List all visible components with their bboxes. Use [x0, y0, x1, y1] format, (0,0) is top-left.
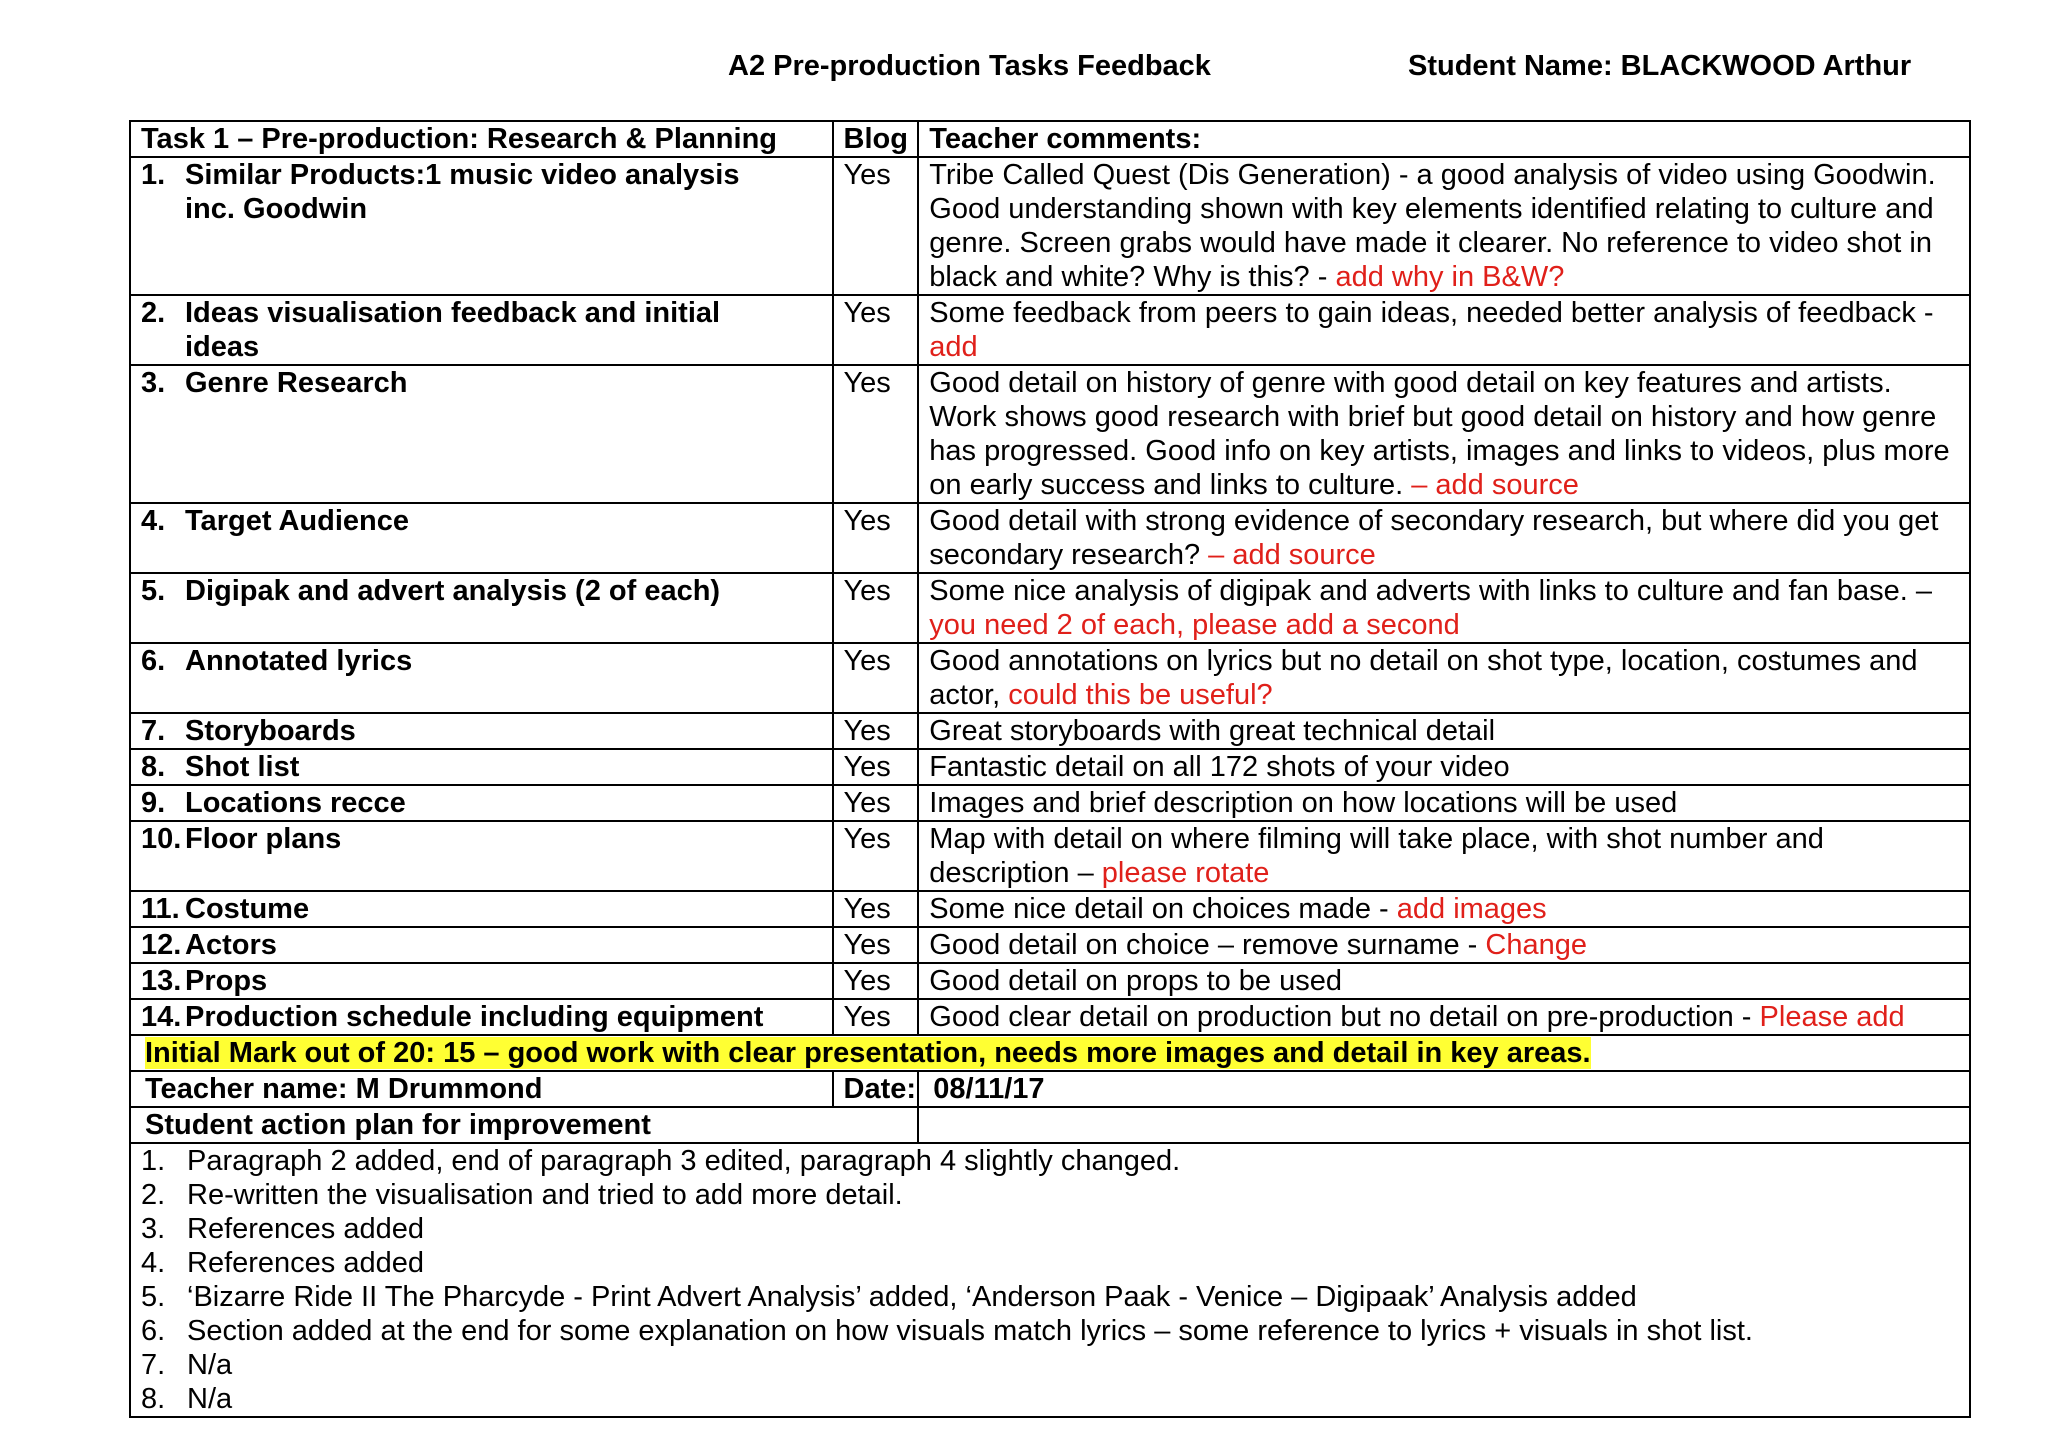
list-item-text: References added	[187, 1213, 424, 1245]
task-label: Locations recce	[185, 787, 406, 819]
action-plan-label: Student action plan for improvement	[130, 1107, 918, 1143]
task-cell	[130, 891, 833, 927]
task-cell	[130, 927, 833, 963]
teacher-comment	[918, 749, 1970, 785]
table-row	[130, 365, 1970, 503]
comments-header: Teacher comments:	[918, 121, 1970, 157]
comment-text: Good detail with strong evidence of secondary research, but where did you get secondary research?	[929, 505, 1939, 571]
teacher-comment	[918, 503, 1970, 573]
comment-text: Some nice analysis of digipak and adverts with links to culture and fan base. –	[929, 575, 1932, 607]
list-item-text: Re-written the visualisation and tried to add more detail.	[187, 1179, 903, 1211]
task-cell	[130, 365, 833, 503]
task-label: Storyboards	[185, 715, 356, 747]
teacher-comment	[918, 157, 1970, 295]
table-row	[130, 785, 1970, 821]
action-plan-list	[130, 1143, 1970, 1417]
task-number: 7.	[141, 715, 166, 747]
list-item	[141, 1246, 1959, 1280]
list-item-text: Paragraph 2 added, end of paragraph 3 edited, paragraph 4 slightly changed.	[187, 1145, 1181, 1177]
task-cell	[130, 643, 833, 713]
blog-status: Yes	[833, 573, 919, 643]
comment-text: Good clear detail on production but no detail on pre-production -	[929, 1001, 1760, 1033]
blog-status: Yes	[833, 927, 919, 963]
comment-text: Great storyboards with great technical detail	[929, 715, 1496, 747]
date-label: Date:	[833, 1071, 919, 1107]
mark-row	[130, 1035, 1970, 1071]
table-row	[130, 643, 1970, 713]
task-cell	[130, 573, 833, 643]
table-row	[130, 963, 1970, 999]
table-row	[130, 157, 1970, 295]
task-number: 2.	[141, 297, 166, 329]
action-plan-header-row	[130, 1107, 1970, 1143]
blog-status: Yes	[833, 643, 919, 713]
teacher-comment	[918, 927, 1970, 963]
teacher-comment	[918, 713, 1970, 749]
blog-status: Yes	[833, 365, 919, 503]
comment-action-red: you need 2 of each, please add a second	[929, 609, 1460, 641]
blog-status: Yes	[833, 295, 919, 365]
table-row	[130, 891, 1970, 927]
task-label: Actors	[185, 929, 277, 961]
task-number: 8.	[141, 751, 166, 783]
blog-status: Yes	[833, 821, 919, 891]
list-item-text: ‘Bizarre Ride II The Pharcyde - Print Advert Analysis’ added, ‘Anderson Paak - Venice – Digipaak’ Analysis added	[187, 1281, 1637, 1313]
teacher-comment	[918, 573, 1970, 643]
page-title: A2 Pre-production Tasks Feedback	[728, 50, 1211, 82]
task-cell	[130, 821, 833, 891]
comment-text: Good detail on history of genre with good detail on key features and artists. Work shows good research with brief but good detail on history and how genre has progressed. Good info on key artists, images and links to videos, plus more on early success and links to culture.	[929, 367, 1950, 501]
list-item-text: Section added at the end for some explanation on how visuals match lyrics – some reference to lyrics + visuals in shot list.	[187, 1315, 1753, 1347]
list-item-text: N/a	[187, 1383, 233, 1415]
task-number: 6.	[141, 645, 166, 677]
task-number: 13.	[141, 965, 182, 997]
comment-text: Map with detail on where filming will take place, with shot number and description –	[929, 823, 1824, 889]
comment-text: Good detail on props to be used	[929, 965, 1343, 997]
teacher-comment	[918, 295, 1970, 365]
blog-status: Yes	[833, 157, 919, 295]
teacher-comment	[918, 643, 1970, 713]
comment-action-red: add images	[1396, 893, 1547, 925]
blog-header: Blog	[833, 121, 919, 157]
task-cell	[130, 963, 833, 999]
task-cell	[130, 749, 833, 785]
comment-text: Images and brief description on how locations will be used	[929, 787, 1678, 819]
feedback-table	[129, 120, 1971, 1418]
comment-text: Tribe Called Quest (Dis Generation) - a good analysis of video using Goodwin. Good understanding shown with key elements identified relating to culture and genre. Screen grabs would have made it clearer. No reference to video shot in black and white? Why is this? -	[929, 159, 1936, 293]
teacher-comment	[918, 963, 1970, 999]
table-row	[130, 503, 1970, 573]
page-header	[0, 50, 2048, 90]
comment-action-red: add	[929, 331, 978, 363]
comment-action-red: – add source	[1208, 539, 1376, 571]
task-label: Ideas visualisation feedback and initial ideas	[185, 297, 721, 363]
list-item	[141, 1212, 1959, 1246]
teacher-comment	[918, 785, 1970, 821]
blog-status: Yes	[833, 503, 919, 573]
blog-status: Yes	[833, 891, 919, 927]
task-label: Floor plans	[185, 823, 342, 855]
task-label: Shot list	[185, 751, 300, 783]
blog-status: Yes	[833, 963, 919, 999]
task-label: Genre Research	[185, 367, 408, 399]
task-number: 4.	[141, 505, 166, 537]
teacher-name: Teacher name: M Drummond	[130, 1071, 833, 1107]
comment-action-red: add why in B&W?	[1335, 261, 1565, 293]
action-plan-blank	[918, 1107, 1970, 1143]
list-item-number: 5.	[141, 1281, 166, 1313]
task-label: Similar Products:1 music video analysis inc. Goodwin	[185, 159, 740, 225]
list-item	[141, 1348, 1959, 1382]
comment-action-red: could this be useful?	[1008, 679, 1273, 711]
task-number: 14.	[141, 1001, 182, 1033]
comment-action-red: Please add	[1759, 1001, 1905, 1033]
table-row	[130, 573, 1970, 643]
comment-action-red: Change	[1485, 929, 1587, 961]
list-item	[141, 1178, 1959, 1212]
task-cell	[130, 713, 833, 749]
list-item-text: References added	[187, 1247, 424, 1279]
list-item-number: 1.	[141, 1145, 166, 1177]
blog-status: Yes	[833, 749, 919, 785]
task-label: Production schedule including equipment	[185, 1001, 764, 1033]
teacher-comment	[918, 365, 1970, 503]
list-item-text: N/a	[187, 1349, 233, 1381]
table-header-row	[130, 121, 1970, 157]
table-row	[130, 821, 1970, 891]
table-row	[130, 295, 1970, 365]
teacher-comment	[918, 891, 1970, 927]
list-item-number: 6.	[141, 1315, 166, 1347]
task-number: 5.	[141, 575, 166, 607]
comment-text: Good detail on choice – remove surname -	[929, 929, 1486, 961]
comment-text: Some nice detail on choices made -	[929, 893, 1397, 925]
list-item	[141, 1382, 1959, 1416]
action-plan-row	[130, 1143, 1970, 1417]
teacher-comment	[918, 999, 1970, 1035]
task-number: 11.	[141, 893, 180, 925]
list-item-number: 3.	[141, 1213, 166, 1245]
list-item-number: 7.	[141, 1349, 166, 1381]
task-label: Target Audience	[185, 505, 409, 537]
task-cell	[130, 295, 833, 365]
initial-mark: Initial Mark out of 20: 15 – good work with clear presentation, needs more images and detail in key areas.	[145, 1037, 1591, 1069]
task-label: Props	[185, 965, 268, 997]
student-name: Student Name: BLACKWOOD Arthur	[1408, 50, 1912, 82]
list-item-number: 2.	[141, 1179, 166, 1211]
list-item	[141, 1280, 1959, 1314]
comment-action-red: – add source	[1411, 469, 1579, 501]
blog-status: Yes	[833, 999, 919, 1035]
task-number: 3.	[141, 367, 166, 399]
list-item	[141, 1314, 1959, 1348]
blog-status: Yes	[833, 785, 919, 821]
task-number: 1.	[141, 159, 166, 191]
task-cell	[130, 785, 833, 821]
table-row	[130, 927, 1970, 963]
task-cell	[130, 157, 833, 295]
table-row	[130, 749, 1970, 785]
comment-text: Good annotations on lyrics but no detail on shot type, location, costumes and actor,	[929, 645, 1918, 711]
task-label: Digipak and advert analysis (2 of each)	[185, 575, 721, 607]
comment-action-red: please rotate	[1101, 857, 1270, 889]
teacher-row	[130, 1071, 1970, 1107]
task-number: 10.	[141, 823, 182, 855]
list-item-number: 4.	[141, 1247, 166, 1279]
blog-status: Yes	[833, 713, 919, 749]
task-cell	[130, 999, 833, 1035]
task-number: 12.	[141, 929, 182, 961]
task-label: Annotated lyrics	[185, 645, 413, 677]
task-cell	[130, 503, 833, 573]
task-header: Task 1 – Pre-production: Research & Planning	[130, 121, 833, 157]
teacher-comment	[918, 821, 1970, 891]
task-number: 9.	[141, 787, 166, 819]
comment-text: Some feedback from peers to gain ideas, needed better analysis of feedback -	[929, 297, 1934, 329]
date-value: 08/11/17	[918, 1071, 1970, 1107]
list-item-number: 8.	[141, 1383, 166, 1415]
comment-text: Fantastic detail on all 172 shots of your video	[929, 751, 1510, 783]
list-item	[141, 1144, 1959, 1178]
table-row	[130, 999, 1970, 1035]
table-row	[130, 713, 1970, 749]
task-label: Costume	[185, 893, 310, 925]
